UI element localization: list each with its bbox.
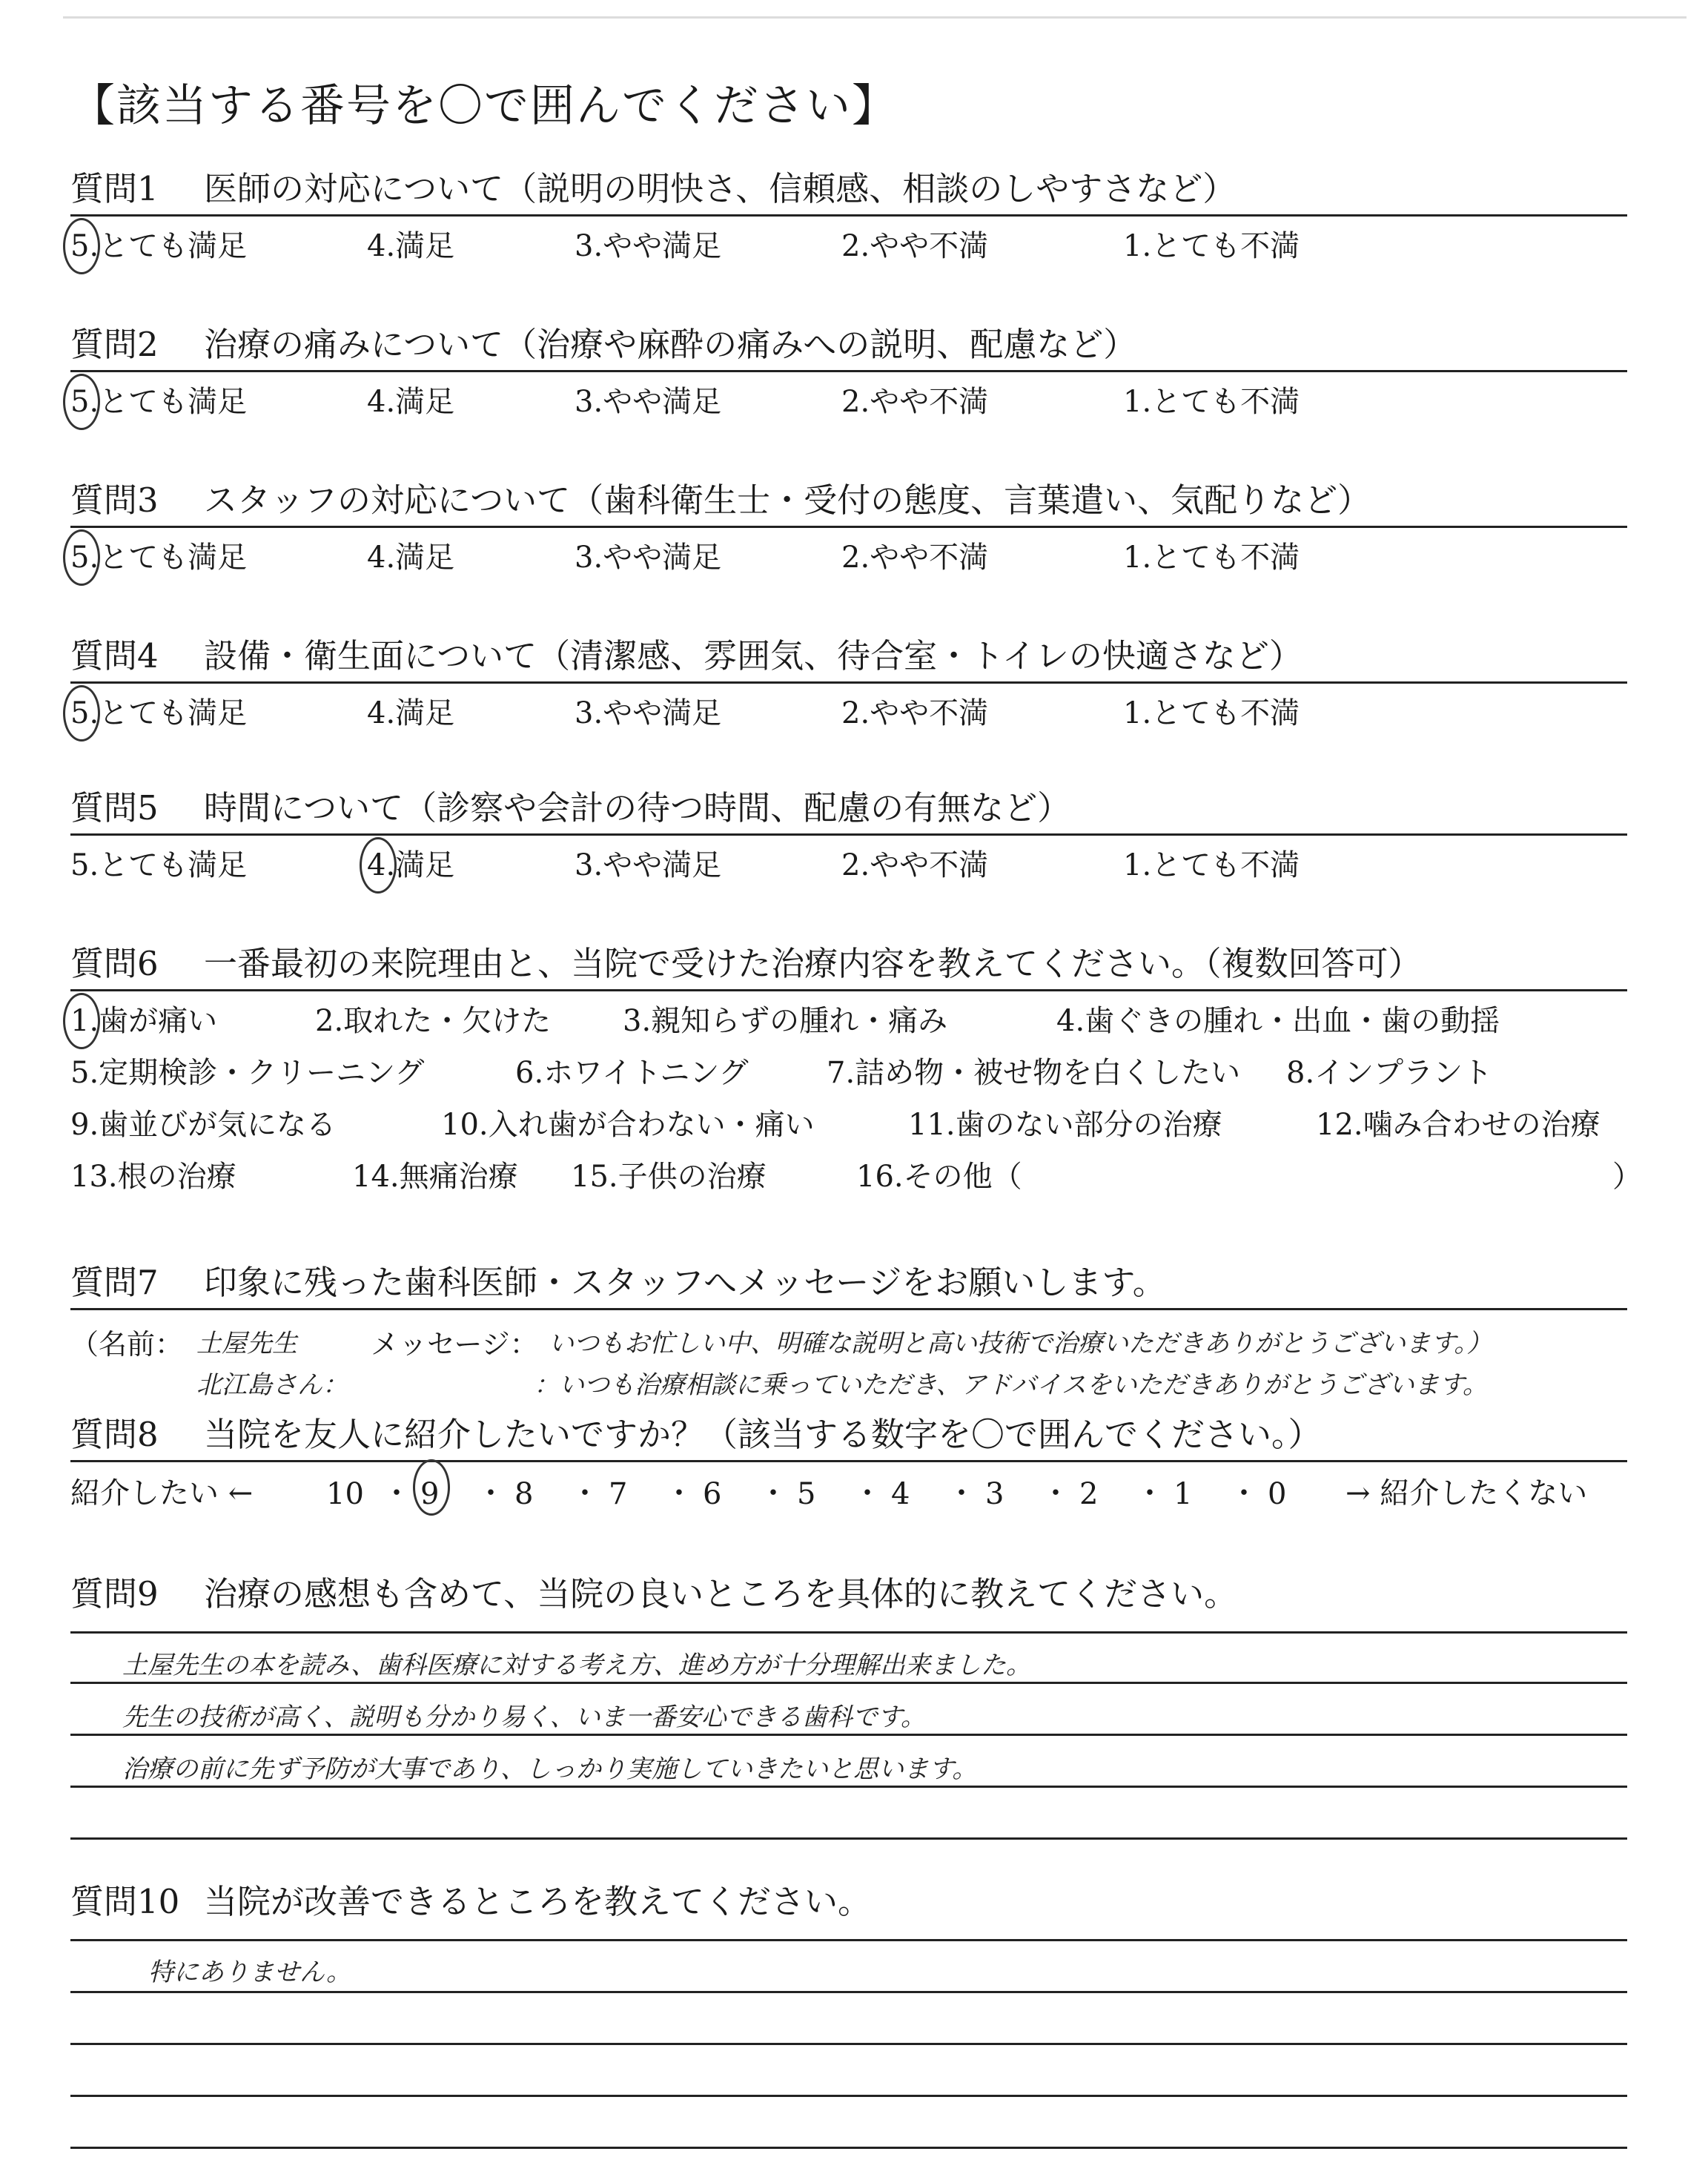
question-text: 治療の痛みについて（治療や麻酔の痛みへの説明、配慮など）	[204, 325, 1137, 364]
question-number: 質問2	[70, 325, 159, 364]
recommend-scale	[70, 1462, 1627, 1511]
scale-value[interactable]	[985, 1470, 1004, 1511]
scale-value-label: 0	[1268, 1477, 1287, 1511]
question-text: 一番最初の来院理由と、当院で受けた治療内容を教えてください。（複数回答可）	[204, 944, 1422, 983]
rating-option-label: 4.満足	[367, 848, 455, 882]
selection-circle	[63, 218, 100, 274]
scale-value[interactable]	[703, 1470, 722, 1511]
scale-separator: ・	[1135, 1476, 1165, 1510]
question-number: 質問9	[70, 1574, 159, 1614]
rating-options	[70, 372, 1627, 417]
scale-value[interactable]	[609, 1470, 628, 1511]
improvement-answer: 特にありません。	[148, 1958, 352, 1987]
scale-separator: ・	[1041, 1476, 1070, 1510]
answer-text-3: 治療の前に先ず予防が大事であり、しっかり実施していきたいと思います。	[122, 1754, 978, 1784]
scale-value[interactable]	[1268, 1470, 1287, 1511]
reason-option[interactable]	[1286, 1049, 1492, 1091]
reason-option-label: 11.歯のない部分の治療	[908, 1108, 1222, 1142]
scale-value[interactable]	[891, 1470, 910, 1511]
selection-circle	[63, 685, 100, 742]
question-5	[70, 786, 1627, 880]
scale-value[interactable]	[1174, 1470, 1193, 1511]
question-1	[70, 167, 1627, 261]
rating-option[interactable]: 1.とても不満	[1123, 848, 1300, 882]
scale-separator: ・	[476, 1476, 506, 1510]
reason-option[interactable]	[1316, 1101, 1601, 1143]
scale-value[interactable]	[326, 1470, 364, 1511]
selection-circle	[63, 374, 100, 430]
scale-value-label: 8	[514, 1477, 534, 1511]
selection-circle	[360, 837, 397, 894]
scale-value[interactable]	[797, 1470, 816, 1511]
rating-option[interactable]: 1.とても不満	[1123, 541, 1300, 575]
reason-options	[70, 991, 1642, 1206]
scale-value-label: 9	[420, 1477, 440, 1511]
question-number: 質問3	[70, 480, 159, 520]
reason-option-label: 3.親知らずの腫れ・痛み	[623, 1004, 948, 1038]
message-text-2: ：いつも治療相談に乗っていただき、アドバイスをいただきありがとうございます。	[534, 1370, 1488, 1400]
message-label: メッセージ：	[371, 1328, 538, 1361]
reason-option[interactable]	[515, 1049, 749, 1091]
reason-option[interactable]	[315, 997, 551, 1040]
reason-option-label: 14.無痛治療	[352, 1160, 518, 1194]
reason-option[interactable]	[908, 1101, 1222, 1143]
scale-separator: ・	[1229, 1476, 1259, 1510]
scale-separator: ・	[570, 1476, 600, 1510]
question-text: 治療の感想も含めて、当院の良いところを具体的に教えてください。	[204, 1574, 1238, 1614]
reason-option[interactable]	[1056, 997, 1500, 1040]
selection-circle	[63, 529, 100, 586]
scale-right-label: → 紹介したくない	[1345, 1476, 1588, 1510]
question-text: 設備・衛生面について（清潔感、雰囲気、待合室・トイレの快適さなど）	[204, 636, 1302, 676]
question-number: 質問8	[70, 1415, 159, 1454]
reason-option[interactable]	[856, 1153, 1022, 1195]
rating-option[interactable]: 4.満足	[367, 385, 455, 419]
rating-option-label: 5.とても満足	[70, 696, 248, 730]
scale-value[interactable]	[420, 1470, 440, 1511]
scale-separator: ・	[664, 1476, 694, 1510]
selection-circle	[63, 993, 100, 1049]
answer-line	[70, 2043, 1627, 2045]
rating-options	[70, 528, 1627, 575]
question-text: 印象に残った歯科医師・スタッフへメッセージをお願いします。	[204, 1263, 1166, 1302]
answer-line	[70, 2147, 1627, 2149]
page-title: 【該当する番号を〇で囲んでください】	[70, 80, 898, 132]
scale-value[interactable]	[514, 1470, 534, 1511]
top-edge-line	[63, 16, 1687, 19]
reason-option-label: 8.インプラント	[1286, 1056, 1493, 1090]
answer-line	[70, 1939, 1627, 1941]
reason-option[interactable]	[441, 1101, 815, 1143]
reason-option-label: 7.詰め物・被せ物を白くしたい	[827, 1056, 1241, 1090]
reason-option-label: 4.歯ぐきの腫れ・出血・歯の動揺	[1056, 1004, 1500, 1038]
message-text-1: いつもお忙しい中、明確な説明と高い技術で治療いただきありがとうございます。）	[549, 1329, 1492, 1358]
rating-option[interactable]: 2.やや不満	[841, 848, 989, 882]
rating-option[interactable]: 5.とても満足	[70, 848, 248, 882]
reason-option[interactable]	[352, 1153, 518, 1195]
question-number: 質問4	[70, 636, 159, 676]
reason-option-label: 2.取れた・欠けた	[315, 1004, 552, 1038]
question-10	[70, 1880, 1627, 1924]
answer-line	[70, 1991, 1627, 1993]
reason-option-label: 6.ホワイトニング	[515, 1056, 749, 1090]
reason-option[interactable]	[70, 1153, 236, 1195]
rating-option-label: 5.とても満足	[70, 385, 248, 419]
rating-option[interactable]: 3.やや満足	[575, 696, 722, 730]
answer-line	[70, 1734, 1627, 1736]
question-rule	[70, 1308, 1627, 1310]
reason-option-label: 15.子供の治療	[571, 1160, 767, 1194]
rating-option[interactable]	[70, 378, 247, 420]
scale-value-label: 2	[1079, 1477, 1099, 1511]
answer-text-2: 先生の技術が高く、説明も分かり易く、いま一番安心できる歯科です。	[122, 1702, 926, 1732]
question-number: 質問6	[70, 944, 159, 983]
reason-option[interactable]	[623, 997, 947, 1040]
rating-options	[70, 836, 1627, 880]
answer-text-1: 土屋先生の本を読み、歯科医療に対する考え方、進め方が十分理解出来ました。	[122, 1651, 1032, 1680]
question-2	[70, 323, 1627, 417]
reason-option-label: 9.歯並びが気になる	[70, 1108, 337, 1142]
question-number: 質問1	[70, 169, 159, 208]
rating-option[interactable]: 2.やや不満	[841, 541, 989, 575]
scale-value-label: 10	[326, 1477, 364, 1511]
scale-separator: ・	[947, 1476, 976, 1510]
scale-value[interactable]	[1079, 1470, 1099, 1511]
scale-value-label: 1	[1174, 1477, 1193, 1511]
rating-option[interactable]	[70, 222, 247, 265]
scale-value-label: 3	[985, 1477, 1004, 1511]
reason-option-label: 1.歯が痛い	[70, 1004, 218, 1038]
question-number: 質問5	[70, 788, 159, 828]
close-paren: ）	[1612, 1160, 1642, 1194]
rating-option-label: 5.とても満足	[70, 541, 248, 575]
rating-option[interactable]: 3.やや満足	[575, 229, 722, 263]
reason-option[interactable]	[70, 1101, 336, 1143]
answer-line	[70, 1786, 1627, 1788]
rating-option[interactable]	[367, 842, 454, 884]
scale-separator: ・	[382, 1476, 411, 1510]
rating-option[interactable]: 1.とても不満	[1123, 229, 1300, 263]
rating-option[interactable]: 3.やや満足	[575, 848, 722, 882]
question-text: 医師の対応について（説明の明快さ、信頼感、相談のしやすさなど）	[204, 169, 1237, 208]
scale-value-label: 7	[609, 1477, 628, 1511]
question-3	[70, 478, 1627, 575]
scale-separator: ・	[853, 1476, 882, 1510]
rating-option[interactable]: 3.やや満足	[575, 541, 722, 575]
question-9	[70, 1572, 1627, 1616]
question-4	[70, 634, 1627, 728]
answer-line	[70, 1682, 1627, 1684]
scale-left-label: 紹介したい ←	[70, 1476, 254, 1510]
rating-option[interactable]: 1.とても不満	[1123, 385, 1300, 419]
name-label: （名前：	[70, 1328, 184, 1361]
question-7	[70, 1261, 1627, 1310]
rating-option[interactable]: 2.やや不満	[841, 696, 989, 730]
rating-option[interactable]	[70, 534, 247, 576]
reason-option[interactable]	[571, 1153, 767, 1195]
question-number: 質問10	[70, 1882, 180, 1921]
scale-separator: ・	[758, 1476, 788, 1510]
reason-option-label: 13.根の治療	[70, 1160, 236, 1194]
rating-options	[70, 217, 1627, 261]
rating-option[interactable]: 4.満足	[367, 229, 455, 263]
rating-option[interactable]	[70, 690, 247, 732]
answer-line	[70, 1631, 1627, 1634]
question-text: スタッフの対応について（歯科衛生士・受付の態度、言葉遣い、気配りなど）	[204, 480, 1371, 520]
rating-option[interactable]: 1.とても不満	[1123, 696, 1300, 730]
scale-value-label: 6	[703, 1477, 722, 1511]
reason-option[interactable]	[827, 1049, 1240, 1091]
answer-line	[70, 2095, 1627, 2097]
reason-option-label: 16.その他（	[856, 1160, 1022, 1194]
reason-option[interactable]	[70, 1049, 424, 1091]
question-8	[70, 1413, 1627, 1511]
question-text: 当院を友人に紹介したいですか？（該当する数字を〇で囲んでください。）	[204, 1415, 1322, 1454]
answer-line	[70, 1837, 1627, 1840]
message-name-2: 北江島さん：	[196, 1370, 348, 1400]
rating-option[interactable]: 2.やや不満	[841, 385, 989, 419]
rating-option[interactable]: 2.やや不満	[841, 229, 989, 263]
question-text: 時間について（診察や会計の待つ時間、配慮の有無など）	[204, 788, 1071, 828]
question-6	[70, 942, 1642, 1206]
question-number: 質問7	[70, 1263, 159, 1302]
message-name-1: 土屋先生	[196, 1329, 297, 1358]
reason-option-label: 10.入れ歯が合わない・痛い	[441, 1108, 815, 1142]
reason-option[interactable]	[70, 997, 217, 1040]
rating-options	[70, 684, 1627, 728]
question-text: 当院が改善できるところを教えてください。	[204, 1882, 872, 1921]
reason-option-label: 5.定期検診・クリーニング	[70, 1056, 425, 1090]
scale-value-label: 4	[891, 1477, 910, 1511]
reason-option-label: 12.噛み合わせの治療	[1316, 1108, 1601, 1142]
rating-option[interactable]: 4.満足	[367, 541, 455, 575]
rating-option[interactable]: 3.やや満足	[575, 385, 722, 419]
scale-value-label: 5	[797, 1477, 816, 1511]
rating-option-label: 5.とても満足	[70, 229, 248, 263]
rating-option[interactable]: 4.満足	[367, 696, 455, 730]
